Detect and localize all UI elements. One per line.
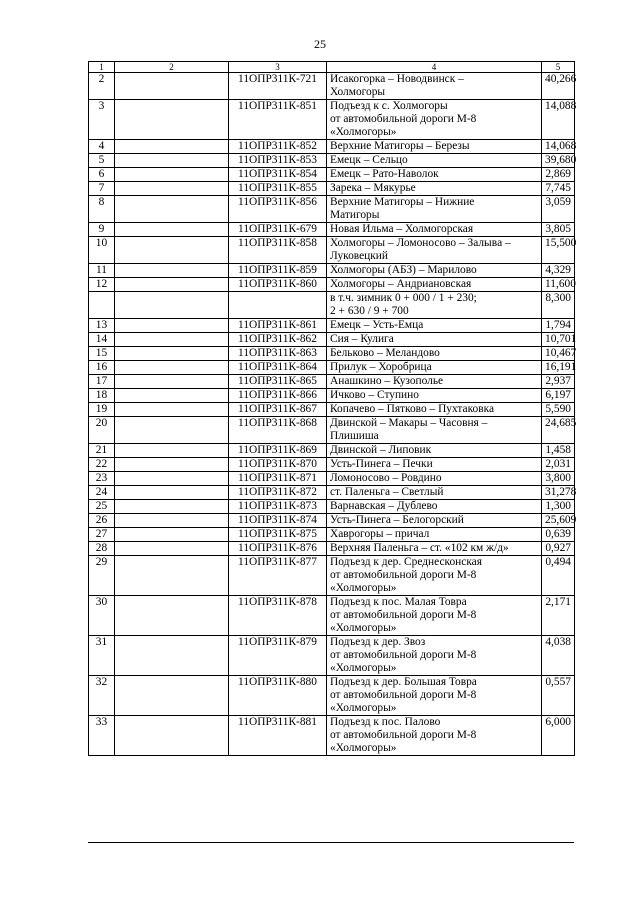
row-number-cell: 14 (89, 333, 115, 347)
table-row (89, 472, 575, 486)
owner-cell (115, 223, 229, 237)
owner-cell (115, 403, 229, 417)
row-number-cell: 11 (89, 264, 115, 278)
roads-table (88, 61, 575, 756)
owner-cell (115, 292, 229, 319)
row-number-cell: 16 (89, 361, 115, 375)
table-row (89, 319, 575, 333)
row-number-cell: 33 (89, 716, 115, 756)
owner-cell (115, 486, 229, 500)
length-km-cell: 14,088 (542, 100, 575, 140)
road-code-cell: 11ОПР311К-880 (229, 676, 327, 716)
owner-cell (115, 237, 229, 264)
road-name-cell: Исакогорка – Новодвинск – Холмогоры (327, 73, 542, 100)
road-code-cell: 11ОПР311К-881 (229, 716, 327, 756)
road-name-cell: Усть-Пинега – Белогорский (327, 514, 542, 528)
road-name-cell: Холмогоры – Ломоносово – Залывa – Луковецкий (327, 237, 542, 264)
owner-cell (115, 676, 229, 716)
row-number-cell: 10 (89, 237, 115, 264)
road-name-cell: Холмогоры (АБЗ) – Марилово (327, 264, 542, 278)
row-number-cell: 2 (89, 73, 115, 100)
length-km-cell: 6,197 (542, 389, 575, 403)
road-code-cell: 11ОПР311К-876 (229, 542, 327, 556)
road-code-cell: 11ОПР311К-866 (229, 389, 327, 403)
road-name-cell: Анашкино – Кузополье (327, 375, 542, 389)
length-km-cell: 31,278 (542, 486, 575, 500)
row-number-cell: 26 (89, 514, 115, 528)
road-name-cell: Верхняя Паленьга – ст. «102 км ж/д» (327, 542, 542, 556)
road-code-cell: 11ОПР311К-858 (229, 237, 327, 264)
road-code-cell: 11ОПР311К-851 (229, 100, 327, 140)
row-number-cell: 27 (89, 528, 115, 542)
table-row (89, 500, 575, 514)
road-code-cell: 11ОПР311К-721 (229, 73, 327, 100)
road-code-cell: 11ОПР311К-854 (229, 168, 327, 182)
table-row (89, 140, 575, 154)
owner-cell (115, 556, 229, 596)
row-number-cell: 5 (89, 154, 115, 168)
row-number-cell: 7 (89, 182, 115, 196)
road-name-cell: Емецк – Сельцо (327, 154, 542, 168)
row-number-cell: 18 (89, 389, 115, 403)
length-km-cell: 0,927 (542, 542, 575, 556)
row-number-cell: 31 (89, 636, 115, 676)
road-name-cell: Емецк – Усть-Емца (327, 319, 542, 333)
road-name-cell: Ичково – Ступино (327, 389, 542, 403)
road-code-cell: 11ОПР311К-863 (229, 347, 327, 361)
table-row (89, 237, 575, 264)
length-km-cell: 0,639 (542, 528, 575, 542)
owner-cell (115, 528, 229, 542)
road-name-cell: Копачево – Пятково – Пухтаковка (327, 403, 542, 417)
table-row (89, 676, 575, 716)
owner-cell (115, 444, 229, 458)
row-number-cell: 12 (89, 278, 115, 292)
length-km-cell: 5,590 (542, 403, 575, 417)
row-number-cell: 20 (89, 417, 115, 444)
column-header: 4 (327, 62, 542, 73)
length-km-cell: 14,068 (542, 140, 575, 154)
length-km-cell: 2,031 (542, 458, 575, 472)
road-name-cell: Подъезд к дер. Среднесконская от автомобильной дороги М-8 «Холмогоры» (327, 556, 542, 596)
table-row (89, 168, 575, 182)
owner-cell (115, 361, 229, 375)
row-number-cell: 6 (89, 168, 115, 182)
owner-cell (115, 347, 229, 361)
row-number-cell: 9 (89, 223, 115, 237)
owner-cell (115, 417, 229, 444)
owner-cell (115, 514, 229, 528)
table-row (89, 542, 575, 556)
table-row (89, 292, 575, 319)
table-row (89, 223, 575, 237)
table-row (89, 375, 575, 389)
table-row (89, 444, 575, 458)
owner-cell (115, 168, 229, 182)
column-header: 3 (229, 62, 327, 73)
owner-cell (115, 458, 229, 472)
road-code-cell: 11ОПР311К-877 (229, 556, 327, 596)
row-number-cell: 4 (89, 140, 115, 154)
table-row (89, 347, 575, 361)
length-km-cell: 4,329 (542, 264, 575, 278)
table-row (89, 196, 575, 223)
road-code-cell: 11ОПР311К-867 (229, 403, 327, 417)
row-number-cell: 25 (89, 500, 115, 514)
owner-cell (115, 716, 229, 756)
row-number-cell: 13 (89, 319, 115, 333)
length-km-cell: 0,494 (542, 556, 575, 596)
row-number-cell (89, 292, 115, 319)
length-km-cell: 3,805 (542, 223, 575, 237)
length-km-cell: 16,191 (542, 361, 575, 375)
road-name-cell: Подъезд к дер. Большая Товра от автомобильной дороги М-8 «Холмогоры» (327, 676, 542, 716)
table-header-row (89, 62, 575, 73)
road-name-cell: Сия – Кулига (327, 333, 542, 347)
road-code-cell: 11ОПР311К-879 (229, 636, 327, 676)
table-row (89, 154, 575, 168)
table-row (89, 458, 575, 472)
owner-cell (115, 636, 229, 676)
road-code-cell: 11ОПР311К-875 (229, 528, 327, 542)
road-code-cell: 11ОПР311К-859 (229, 264, 327, 278)
length-km-cell: 40,266 (542, 73, 575, 100)
column-header: 5 (542, 62, 575, 73)
table-row (89, 100, 575, 140)
road-name-cell: Подъезд к с. Холмогоры от автомобильной дороги М-8 «Холмогоры» (327, 100, 542, 140)
road-code-cell: 11ОПР311К-865 (229, 375, 327, 389)
table-row (89, 417, 575, 444)
road-code-cell: 11ОПР311К-852 (229, 140, 327, 154)
road-name-cell: Варнавская – Дублево (327, 500, 542, 514)
road-code-cell: 11ОПР311К-853 (229, 154, 327, 168)
row-number-cell: 17 (89, 375, 115, 389)
road-name-cell: Холмогоры – Андриановская (327, 278, 542, 292)
column-header: 1 (89, 62, 115, 73)
road-name-cell: Двинской – Макары – Часовня – Плишиша (327, 417, 542, 444)
road-code-cell: 11ОПР311К-869 (229, 444, 327, 458)
road-name-cell: Двинской – Липовик (327, 444, 542, 458)
column-header: 2 (115, 62, 229, 73)
row-number-cell: 24 (89, 486, 115, 500)
owner-cell (115, 542, 229, 556)
table-row (89, 403, 575, 417)
length-km-cell: 3,059 (542, 196, 575, 223)
owner-cell (115, 375, 229, 389)
owner-cell (115, 73, 229, 100)
length-km-cell: 0,557 (542, 676, 575, 716)
road-name-cell: Подъезд к пос. Палово от автомобильной дороги М-8 «Холмогоры» (327, 716, 542, 756)
road-name-cell: Верхние Матигоры – Березы (327, 140, 542, 154)
road-code-cell: 11ОПР311К-864 (229, 361, 327, 375)
table-row (89, 361, 575, 375)
owner-cell (115, 264, 229, 278)
owner-cell (115, 472, 229, 486)
length-km-cell: 1,300 (542, 500, 575, 514)
row-number-cell: 3 (89, 100, 115, 140)
road-code-cell: 11ОПР311К-860 (229, 278, 327, 292)
road-code-cell: 11ОПР311К-872 (229, 486, 327, 500)
length-km-cell: 3,800 (542, 472, 575, 486)
road-code-cell: 11ОПР311К-874 (229, 514, 327, 528)
length-km-cell: 7,745 (542, 182, 575, 196)
row-number-cell: 28 (89, 542, 115, 556)
road-name-cell: Ломоносово – Ровдино (327, 472, 542, 486)
table-row (89, 182, 575, 196)
road-code-cell: 11ОПР311К-878 (229, 596, 327, 636)
owner-cell (115, 500, 229, 514)
road-name-cell: Прилук – Хоробрица (327, 361, 542, 375)
road-code-cell (229, 292, 327, 319)
owner-cell (115, 319, 229, 333)
road-code-cell: 11ОПР311К-856 (229, 196, 327, 223)
road-name-cell: Подъезд к пос. Малая Товра от автомобильной дороги М-8 «Холмогоры» (327, 596, 542, 636)
owner-cell (115, 196, 229, 223)
owner-cell (115, 389, 229, 403)
page-number: 25 (314, 37, 326, 51)
row-number-cell: 22 (89, 458, 115, 472)
road-name-cell: Зарека – Мякурье (327, 182, 542, 196)
length-km-cell: 1,458 (542, 444, 575, 458)
table-row (89, 73, 575, 100)
row-number-cell: 19 (89, 403, 115, 417)
road-name-cell: Емецк – Рато-Наволок (327, 168, 542, 182)
road-name-cell: Бельково – Меландово (327, 347, 542, 361)
length-km-cell: 8,300 (542, 292, 575, 319)
length-km-cell: 39,680 (542, 154, 575, 168)
row-number-cell: 29 (89, 556, 115, 596)
table-row (89, 556, 575, 596)
road-code-cell: 11ОПР311К-870 (229, 458, 327, 472)
roads-table-body (89, 62, 575, 756)
row-number-cell: 8 (89, 196, 115, 223)
owner-cell (115, 154, 229, 168)
table-row (89, 389, 575, 403)
road-name-cell: Подъезд к дер. Звоз от автомобильной дороги М-8 «Холмогоры» (327, 636, 542, 676)
owner-cell (115, 182, 229, 196)
road-name-cell: Усть-Пинега – Печки (327, 458, 542, 472)
length-km-cell: 1,794 (542, 319, 575, 333)
owner-cell (115, 333, 229, 347)
table-row (89, 514, 575, 528)
length-km-cell: 11,600 (542, 278, 575, 292)
road-name-cell: ст. Паленьга – Светлый (327, 486, 542, 500)
table-row (89, 636, 575, 676)
table-row (89, 278, 575, 292)
owner-cell (115, 278, 229, 292)
road-name-cell: Новая Ильма – Холмогорская (327, 223, 542, 237)
length-km-cell: 10,467 (542, 347, 575, 361)
owner-cell (115, 596, 229, 636)
table-row (89, 716, 575, 756)
table-row (89, 333, 575, 347)
road-code-cell: 11ОПР311К-679 (229, 223, 327, 237)
row-number-cell: 30 (89, 596, 115, 636)
length-km-cell: 2,171 (542, 596, 575, 636)
row-number-cell: 15 (89, 347, 115, 361)
length-km-cell: 2,937 (542, 375, 575, 389)
length-km-cell: 4,038 (542, 636, 575, 676)
row-number-cell: 23 (89, 472, 115, 486)
owner-cell (115, 100, 229, 140)
road-code-cell: 11ОПР311К-855 (229, 182, 327, 196)
table-row (89, 486, 575, 500)
road-code-cell: 11ОПР311К-861 (229, 319, 327, 333)
table-row (89, 596, 575, 636)
length-km-cell: 25,609 (542, 514, 575, 528)
table-row (89, 528, 575, 542)
length-km-cell: 15,500 (542, 237, 575, 264)
length-km-cell: 6,000 (542, 716, 575, 756)
road-code-cell: 11ОПР311К-868 (229, 417, 327, 444)
row-number-cell: 21 (89, 444, 115, 458)
table-row (89, 264, 575, 278)
length-km-cell: 24,685 (542, 417, 575, 444)
road-code-cell: 11ОПР311К-871 (229, 472, 327, 486)
road-name-cell: Хаврогоры – причал (327, 528, 542, 542)
road-code-cell: 11ОПР311К-862 (229, 333, 327, 347)
road-name-cell: Верхние Матигоры – Нижние Матигоры (327, 196, 542, 223)
owner-cell (115, 140, 229, 154)
table-bottom-border (88, 842, 574, 843)
road-name-cell: в т.ч. зимник 0 + 000 / 1 + 230; 2 + 630 / 9 + 700 (327, 292, 542, 319)
length-km-cell: 10,701 (542, 333, 575, 347)
road-code-cell: 11ОПР311К-873 (229, 500, 327, 514)
row-number-cell: 32 (89, 676, 115, 716)
length-km-cell: 2,869 (542, 168, 575, 182)
